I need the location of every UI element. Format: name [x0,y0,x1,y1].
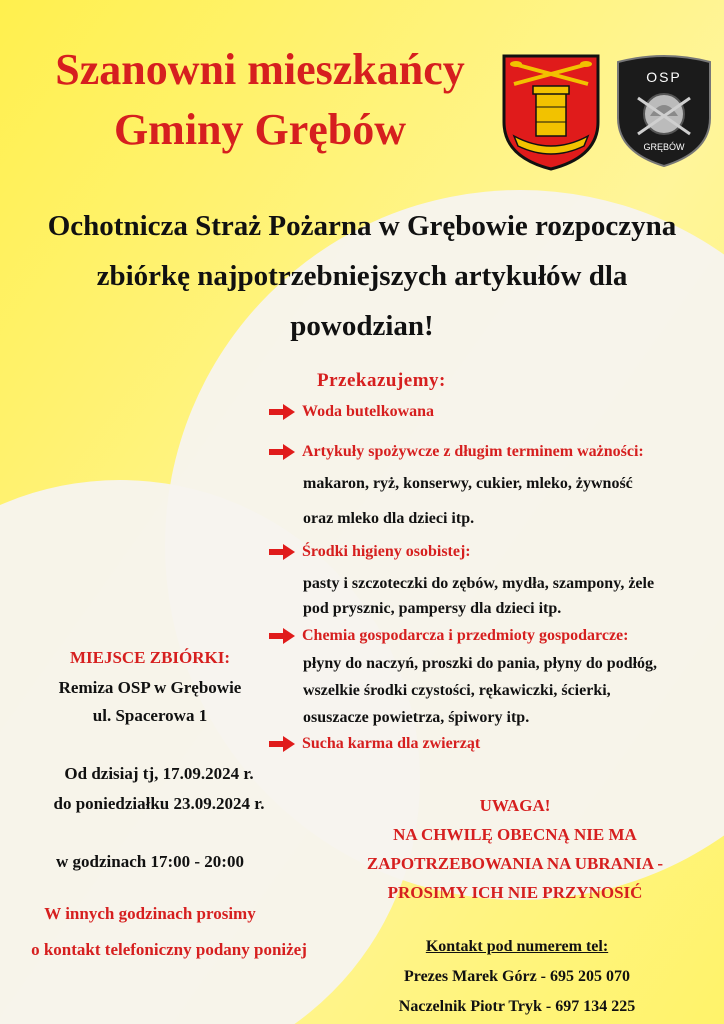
date-line-1: Od dzisiaj tj, 17.09.2024 r. [64,764,254,783]
contact [352,932,682,1022]
donation-item-detail: makaron, ryż, konserwy, cukier, mleko, żywność [303,475,633,492]
headline [0,201,724,351]
arrow-right-icon [268,736,296,752]
osp-logo-text: OSP [646,69,682,85]
arrow-right-icon [268,444,296,460]
donation-item-label: Artykuły spożywcze z długim terminem ważności: [302,443,644,460]
headline-line-3: powodzian! [290,310,434,342]
title-line-1: Szanowni mieszkańcy [55,45,465,94]
page-title [10,40,510,160]
donation-item-label: Środki higieny osobistej: [302,543,471,560]
other-hours-line-2: o kontakt telefoniczny podany poniżej [31,940,307,959]
donation-item-detail: oraz mleko dla dzieci itp. [303,510,475,527]
donation-item [268,543,471,561]
donation-item [268,735,480,753]
donation-item [268,627,628,645]
arrow-right-icon [268,628,296,644]
donation-item [268,443,644,461]
donation-item-label: Woda butelkowana [302,403,435,420]
donation-item-detail: płyny do naczyń, proszki do pania, płyny do podłóg, [303,655,658,672]
notice-line-3: ZAPOTRZEBOWANIA NA UBRANIA - [366,854,664,873]
location-heading: MIEJSCE ZBIÓRKI: [69,648,231,667]
notice [315,791,715,907]
hours: w godzinach 17:00 - 20:00 [56,852,244,871]
contact-heading: Kontakt pod numerem tel: [425,938,609,955]
donation-item-label: Chemia gospodarcza i przedmioty gospodarcze: [302,627,629,644]
title-line-2: Gminy Grębów [113,105,407,154]
donation-item-detail: osuszacze powietrza, śpiwory itp. [303,709,530,726]
arrow-right-icon [268,404,296,420]
notice-line-1: UWAGA! [479,796,551,815]
contact-line-1: Prezes Marek Górz - 695 205 070 [403,968,630,985]
donation-item-detail: pasty i szczoteczki do zębów, mydła, szampony, żele [303,575,655,592]
location-line-1: Remiza OSP w Grębowie [58,678,242,697]
donation-item-label: Sucha karma dla zwierząt [302,735,481,752]
donations-title: Przekazujemy: [317,370,446,391]
coat-of-arms-icon [500,52,602,172]
date-line-2: do poniedziałku 23.09.2024 r. [53,794,265,813]
arrow-right-icon [268,544,296,560]
notice-line-4: PROSIMY ICH NIE PRZYNOSIĆ [387,883,643,902]
headline-line-1: Ochotnicza Straż Pożarna w Grębowie rozpoczyna [47,210,677,242]
headline-line-2: zbiórkę najpotrzebniejszych artykułów dla [96,260,628,292]
donation-item-detail: wszelkie środki czystości, rękawiczki, ścierki, [303,682,611,699]
contact-line-2: Naczelnik Piotr Tryk - 697 134 225 [398,998,636,1015]
other-hours-line-1: W innych godzinach prosimy [44,904,256,923]
osp-logo-icon [612,52,716,170]
notice-line-2: NA CHWILĘ OBECNĄ NIE MA [393,825,637,844]
donation-item [268,403,434,421]
donation-item-detail: pod prysznic, pampersy dla dzieci itp. [303,600,562,617]
location-line-2: ul. Spacerowa 1 [92,706,208,725]
osp-logo-subtext: GRĘBÓW [643,142,685,152]
